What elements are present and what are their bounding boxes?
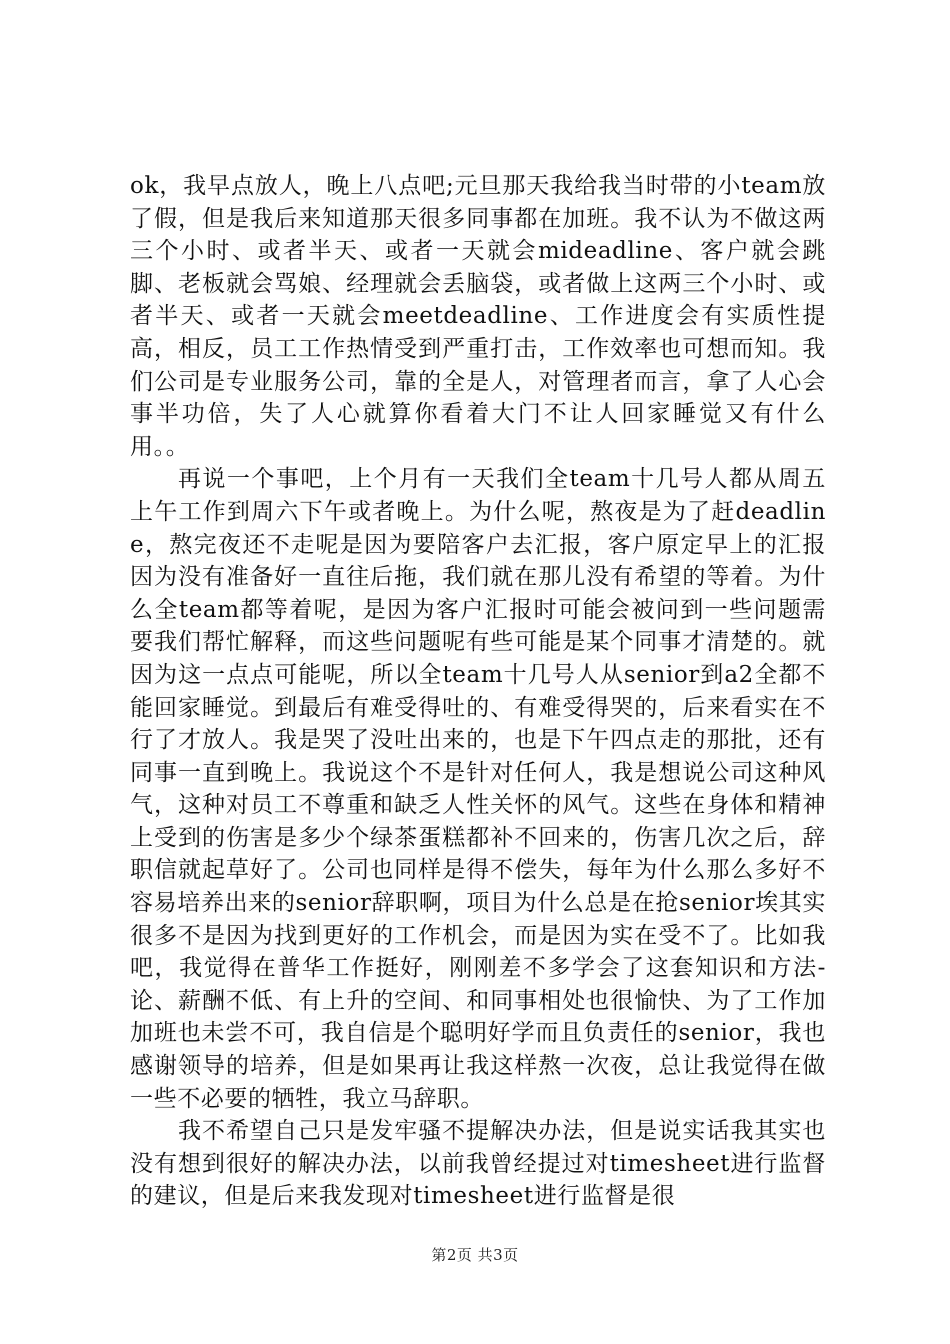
document-body xyxy=(130,170,826,1213)
page-footer: 第2页 共3页 xyxy=(431,1246,519,1264)
paragraph-1: ok，我早点放人，晚上八点吧;元旦那天我给我当时带的小team放了假，但是我后来知道那天很多同事都在加班。我不认为不做这两三个小时、或者半天、或者一天就会mideadline、客户就会跳脚、老板就会骂娘、经理就会丢脑袋，或者做上这两三个小时、或者半天、或者一天就会meetdeadline、工作进度会有实质性提高，相反，员工工作热情受到严重打击，工作效率也可想而知。我们公司是专业服务公司，靠的全是人，对管理者而言，拿了人心会事半功倍，失了人心就算你看着大门不让人回家睡觉又有什么用。。 xyxy=(130,173,826,460)
paragraph-2: 再说一个事吧，上个月有一天我们全team十几号人都从周五上午工作到周六下午或者晚上。为什么呢，熬夜是为了赶deadline，熬完夜还不走呢是因为要陪客户去汇报，客户原定早上的汇报因为没有准备好一直往后拖，我们就在那儿没有希望的等着。为什么全team都等着呢，是因为客户汇报时可能会被问到一些问题需要我们帮忙解释，而这些问题呢有些可能是某个同事才清楚的。就因为这一点点可能呢，所以全team十几号人从senior到a2全都不能回家睡觉。到最后有难受得吐的、有难受得哭的，后来看实在不行了才放人。我是哭了没吐出来的，也是下午四点走的那批，还有同事一直到晚上。我说这个不是针对任何人，我是想说公司这种风气，这种对员工不尊重和缺乏人性关怀的风气。这些在身体和精神上受到的伤害是多少个绿茶蛋糕都补不回来的，伤害几次之后，辞职信就起草好了。公司也同样是得不偿失，每年为什么那么多好不容易培养出来的senior辞职啊，项目为什么总是在抢senior埃其实很多不是因为找到更好的工作机会，而是因为实在受不了。比如我吧，我觉得在普华工作挺好，刚刚差不多学会了这套知识和方法-论、薪酬不低、有上升的空间、和同事相处也很愉快、为了工作加加班也未尝不可，我自信是个聪明好学而且负责任的senior，我也感谢领导的培养，但是如果再让我这样熬一次夜，总让我觉得在做一些不必要的牺牲，我立马辞职。 xyxy=(130,466,826,1112)
paragraph-3: 我不希望自己只是发牢骚不提解决办法，但是说实话我其实也没有想到很好的解决办法，以前我曾经提过对timesheet进行监督的建议，但是后来我发现对timesheet进行监督是很 xyxy=(130,1118,826,1210)
